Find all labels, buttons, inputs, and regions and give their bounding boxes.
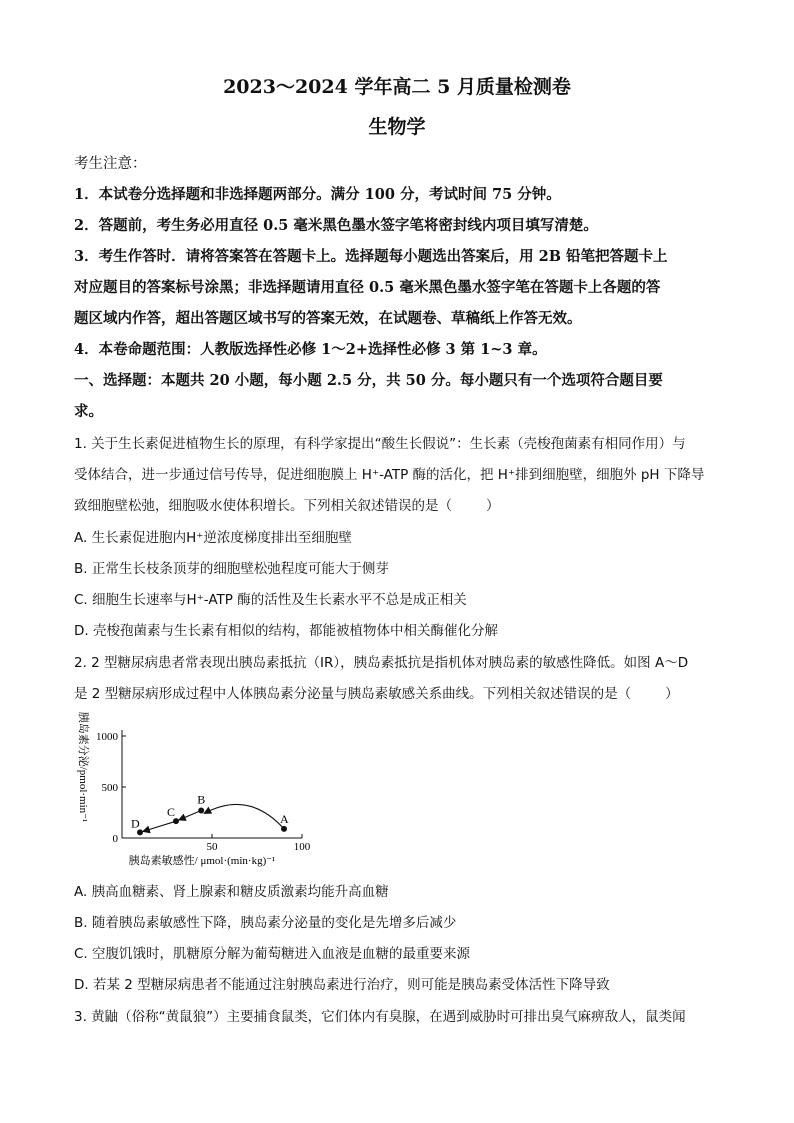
y-axis-label: 胰岛素分泌/pmol·min⁻¹ — [77, 711, 89, 823]
x-tick-label: 50 — [206, 841, 218, 853]
q2-stem: 2. 2 型糖尿病患者常表现出胰岛素抵抗（IR），胰岛素抵抗是指机体对胰岛素的敏感性降低。如图 A～D — [74, 655, 689, 671]
q3-stem: 3. 黄鼬（俗称“黄鼠狼”）主要捕食鼠类，它们体内有臭腺，在遇到威胁时可排出臭气麻痹敌人，鼠类闻 — [74, 1009, 686, 1025]
y-tick-label: 1000 — [96, 731, 118, 743]
notice-heading: 考生注意： — [74, 156, 147, 172]
curve-a-to-b — [204, 804, 284, 828]
notice-item: 2．答题前，考生务必用直径 0.5 毫米黑色墨水签字笔将密封线内项目填写清楚。 — [74, 217, 598, 234]
notice-item: 题区域内作答，超出答题区域书写的答案无效，在试题卷、草稿纸上作答无效。 — [74, 310, 582, 327]
q1-option-c[interactable]: C. 细胞生长速率与H⁺-ATP 酶的活性及生长素水平不总是成正相关 — [74, 592, 467, 608]
insulin-chart — [70, 710, 320, 870]
q2-option-d[interactable]: D. 若某 2 型糖尿病患者不能通过注射胰岛素进行治疗，则可能是胰岛素受体活性下降导致 — [74, 977, 610, 993]
point-label-a: A — [280, 811, 289, 826]
exam-title: 2023～2024 学年高二 5 月质量检测卷 — [223, 76, 571, 98]
section-heading: 一、选择题：本题共 20 小题，每小题 2.5 分，共 50 分。每小题只有一个选项符合题目要 — [74, 372, 663, 389]
point-label-c: C — [167, 805, 176, 820]
notice-item: 3．考生作答时．请将答案答在答题卡上。选择题每小题选出答案后，用 2B 铅笔把答题卡上 — [74, 248, 668, 265]
data-point-a — [281, 826, 287, 832]
y-tick-label: 500 — [101, 782, 118, 794]
q2-option-b[interactable]: B. 随着胰岛素敏感性下降，胰岛素分泌量的变化是先增多后减少 — [74, 915, 457, 931]
data-point-b — [198, 807, 204, 813]
q2-stem-end: ） — [665, 686, 679, 702]
notice-item: 4．本卷命题范围：人教版选择性必修 1～2+选择性必修 3 第 1~3 章。 — [74, 341, 547, 358]
q2-option-c[interactable]: C. 空腹饥饿时，肌糖原分解为葡萄糖进入血液是血糖的最重要来源 — [74, 946, 471, 962]
q1-stem-end: ） — [486, 498, 500, 514]
arrow-b-to-c — [179, 810, 201, 820]
q1-stem: 受体结合，进一步通过信号传导，促进细胞膜上 H⁺-ATP 酶的活化，把 H⁺排到细胞壁，细胞外 pH 下降导 — [74, 467, 705, 483]
q1-option-d[interactable]: D. 壳梭孢菌素与生长素有相似的结构，都能被植物体中相关酶催化分解 — [74, 623, 498, 639]
notice-item: 对应题目的答案标号涂黑；非选择题请用直径 0.5 毫米黑色墨水签字笔在答题卡上各题的答 — [74, 279, 661, 296]
x-tick-label: 100 — [293, 841, 311, 853]
point-label-b: B — [197, 792, 206, 807]
q1-option-b[interactable]: B. 正常生长枝条顶芽的细胞壁松弛程度可能大于侧芽 — [74, 561, 389, 577]
q2-option-a[interactable]: A. 胰高血糖素、肾上腺素和糖皮质激素均能升高血糖 — [74, 884, 389, 900]
arrow-c-to-d — [143, 821, 176, 831]
q1-option-a[interactable]: A. 生长素促进胞内H⁺逆浓度梯度排出至细胞壁 — [74, 530, 352, 546]
q1-stem: 1. 关于生长素促进植物生长的原理，有科学家提出“酸生长假说”：生长素（壳梭孢菌素有相同作用）与 — [74, 436, 686, 452]
section-heading-cont: 求。 — [74, 403, 103, 420]
x-axis-label: 胰岛素敏感性/ μmol·(min·kg)⁻¹ — [128, 855, 276, 867]
q2-stem: 是 2 型糖尿病形成过程中人体胰岛素分泌量与胰岛素敏感关系曲线。下列相关叙述错误的是（ — [74, 686, 632, 702]
point-label-d: D — [131, 816, 140, 831]
origin-label: 0 — [112, 833, 118, 845]
q2-stem-line — [74, 682, 679, 702]
subject-title: 生物学 — [368, 116, 426, 138]
q1-stem: 致细胞壁松弛，细胞吸水使体积增长。下列相关叙述错误的是（ — [74, 498, 452, 514]
notice-item: 1．本试卷分选择题和非选择题两部分。满分 100 分，考试时间 75 分钟。 — [74, 186, 561, 203]
q1-stem-line — [74, 494, 500, 514]
